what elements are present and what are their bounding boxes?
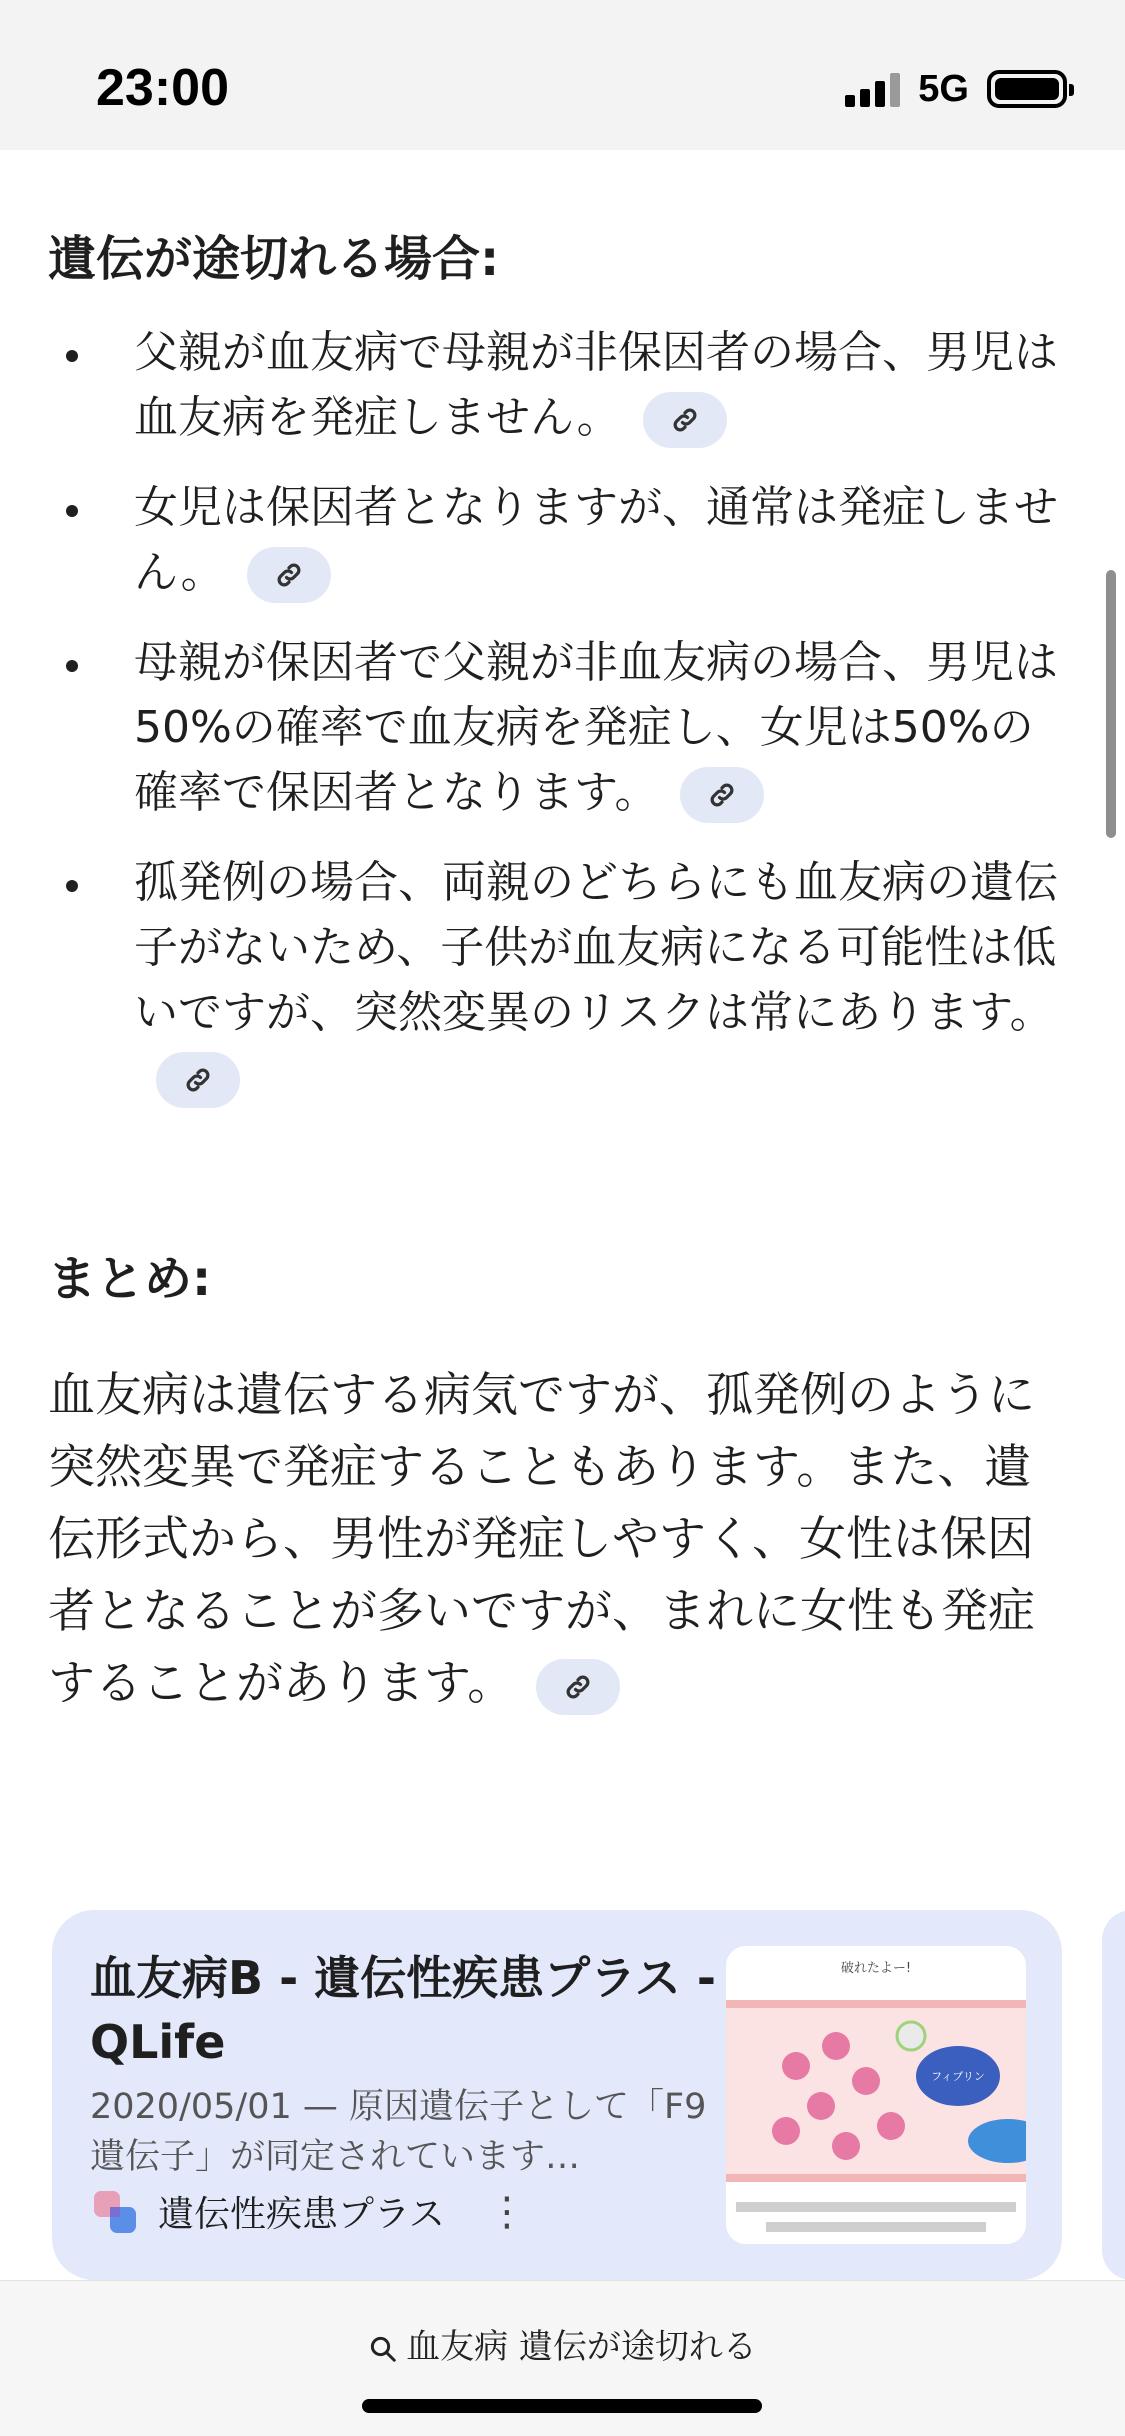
source-link-button[interactable] <box>643 392 727 448</box>
bullet-list <box>48 320 1058 1135</box>
status-indicators <box>845 64 1067 114</box>
scrollbar[interactable] <box>1106 570 1116 838</box>
search-query[interactable] <box>0 2319 1125 2368</box>
summary-text: 血友病は遺伝する病気ですが、孤発例のように突然変異で発症することもあります。また、遺伝形式から、男性が発症しやすく、女性は保因者となることが多いですが、まれに女性も発症することがあります。 <box>48 1368 1035 1711</box>
source-link-button[interactable] <box>156 1052 240 1108</box>
bullet-text: 母親が保因者で父親が非血友病の場合、男児は50%の確率で血友病を発症し、女児は50%の確率で保因者となります。 <box>134 637 1058 818</box>
source-thumbnail[interactable] <box>726 1946 1026 2244</box>
source-card-snippet: 2020/05/01 — 原因遺伝子として「F9遺伝子」が同定されています… <box>90 2087 707 2177</box>
thumbnail-label: フィブリン <box>931 2070 985 2083</box>
bullet-text: 女児は保因者となりますが、通常は発症しません。 <box>134 482 1058 598</box>
source-link-button[interactable] <box>680 767 764 823</box>
list-item <box>48 630 1058 825</box>
home-indicator <box>362 2399 762 2413</box>
answer-content <box>0 150 1125 2280</box>
signal-icon <box>845 71 900 107</box>
summary-paragraph <box>48 1360 1078 1720</box>
bullet-text: 父親が血友病で母親が非保因者の場合、男児は血友病を発症しません。 <box>134 327 1058 443</box>
status-time: 23:00 <box>96 59 229 117</box>
bottom-search-bar[interactable] <box>0 2280 1125 2436</box>
link-icon <box>707 780 737 810</box>
link-icon <box>670 405 700 435</box>
next-card-peek[interactable] <box>1102 1910 1125 2280</box>
thumbnail-heading: 破れたよー! <box>840 1961 912 1976</box>
search-query-text: 血友病 遺伝が途切れる <box>406 2327 757 2367</box>
source-card-origin <box>90 2186 527 2237</box>
source-name: 遺伝性疾患プラス <box>158 2194 445 2235</box>
summary-heading: まとめ: <box>48 1251 212 1307</box>
source-card-title[interactable]: 血友病B - 遺伝性疾患プラス - QLife <box>90 1951 716 2069</box>
source-link-button[interactable] <box>247 547 331 603</box>
section-heading: 遺伝が途切れる場合: <box>48 231 500 287</box>
source-link-button[interactable] <box>536 1659 620 1715</box>
link-icon <box>274 560 304 590</box>
link-icon <box>183 1065 213 1095</box>
source-logo-icon <box>90 2187 140 2237</box>
list-item <box>48 475 1058 605</box>
status-bar <box>0 0 1125 150</box>
network-type: 5G <box>918 67 969 110</box>
battery-icon <box>987 70 1067 108</box>
source-card[interactable] <box>52 1910 1062 2280</box>
list-item <box>48 850 1058 1110</box>
bullet-text: 孤発例の場合、両親のどちらにも血友病の遺伝子がないため、子供が血友病になる可能性は低いですが、突然変異のリスクは常にあります。 <box>134 857 1058 1038</box>
search-icon <box>368 2334 398 2364</box>
more-vert-icon[interactable]: ⋮ <box>486 2188 527 2235</box>
list-item <box>48 320 1058 450</box>
link-icon <box>563 1672 593 1702</box>
